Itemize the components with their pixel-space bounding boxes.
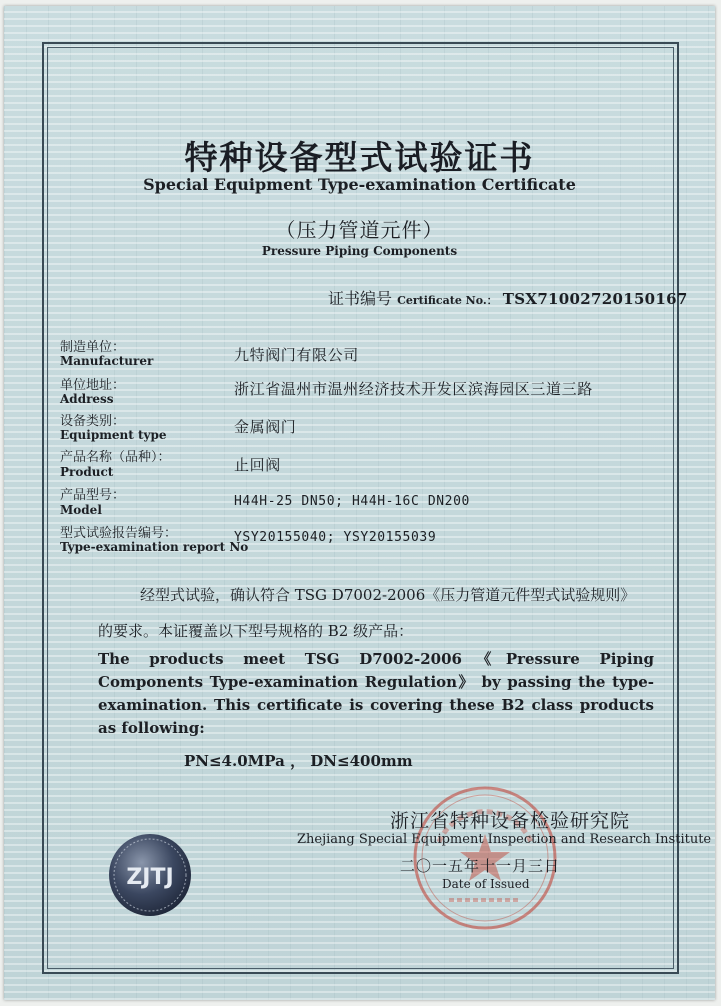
field-label-zh: 单位地址： (60, 378, 126, 393)
hologram-sticker-icon (107, 832, 193, 918)
equipment-type-value: 金属阀门 (234, 418, 297, 436)
certificate-number: TSX71002720150167 (502, 290, 688, 308)
hologram-text: ZJTJ (126, 865, 174, 890)
issue-date-label-en: Date of Issued (442, 877, 530, 891)
field-label-en: Manufacturer (60, 354, 154, 368)
statement-zh-line1: 经型式试验，确认符合 TSG D7002-2006《压力管道元件型式试验规则》 (140, 586, 636, 604)
title-zh: 特种设备型式试验证书 (184, 138, 535, 177)
field-label-zh: 设备类别： (60, 414, 126, 429)
statement-zh-line2: 的要求。本证覆盖以下型号规格的 B2 级产品： (98, 622, 414, 640)
statement-en: The products meet TSG D7002-2006《Pressure Piping Components Type-examination Regulation》 by passing the type-examination. This certificate is covering these B2 class products as following: (98, 650, 654, 737)
cert-no-label-zh: 证书编号 (328, 289, 393, 308)
subtitle-en: Pressure Piping Components (261, 244, 458, 258)
field-label-en: Model (60, 503, 102, 517)
field-label-en: Product (60, 465, 114, 479)
field-label-en: Equipment type (60, 428, 167, 442)
address-value: 浙江省温州市温州经济技术开发区滨海园区三道三路 (234, 380, 593, 398)
field-label-en: Address (60, 392, 114, 406)
model-value: H44H-25 DN50; H44H-16C DN200 (234, 494, 470, 509)
issuer-name-zh: 浙江省特种设备检验研究院 (390, 810, 631, 832)
title-en: Special Equipment Type-examination Certificate (143, 175, 576, 194)
product-value: 止回阀 (234, 456, 281, 474)
issuer-name-en: Zhejiang Special Equipment Inspection and Research Institute (297, 832, 712, 847)
issue-date-zh: 二〇一五年十一月三日 (400, 857, 561, 875)
certificate-sheet (4, 6, 715, 1000)
report-number-value: YSY20155040; YSY20155039 (234, 530, 437, 545)
manufacturer-value: 九特阀门有限公司 (234, 346, 359, 364)
field-label-zh: 型式试验报告编号： (60, 526, 178, 541)
cert-no-label-en: Certificate No.： (397, 294, 498, 307)
field-label-en: Type-examination report No (60, 540, 249, 554)
certificate-number-line (328, 286, 688, 309)
field-label-zh: 产品名称（品种）： (60, 450, 171, 465)
subtitle-zh: （压力管道元件） (275, 218, 444, 242)
field-label-zh: 产品型号： (60, 488, 126, 503)
field-label-zh: 制造单位： (60, 340, 126, 355)
spec-range: PN≤4.0MPa ， DN≤400mm (184, 752, 413, 770)
